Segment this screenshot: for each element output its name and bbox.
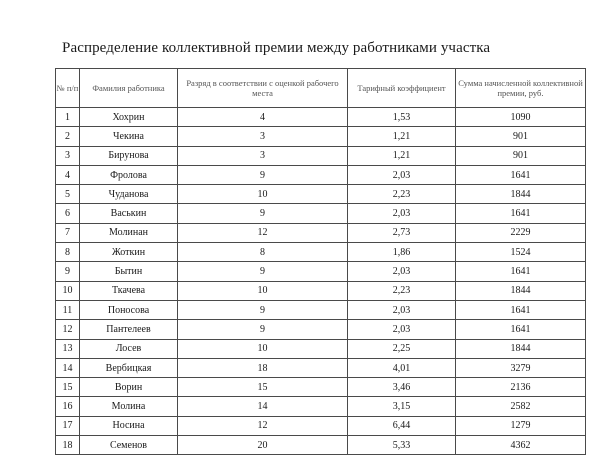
cell-coefficient: 2,03 (348, 300, 456, 319)
cell-number: 1 (56, 108, 80, 127)
cell-number: 2 (56, 127, 80, 146)
table-row (56, 416, 586, 435)
table-row (56, 339, 586, 358)
cell-coefficient: 5,33 (348, 436, 456, 455)
cell-grade: 12 (178, 416, 348, 435)
cell-surname: Бирунова (80, 146, 178, 165)
table-row (56, 204, 586, 223)
cell-coefficient: 2,23 (348, 185, 456, 204)
bonus-table (55, 68, 586, 455)
cell-grade: 12 (178, 223, 348, 242)
cell-number: 11 (56, 300, 80, 319)
cell-bonus-sum: 2136 (456, 378, 586, 397)
cell-surname: Молина (80, 397, 178, 416)
cell-surname: Поносова (80, 300, 178, 319)
cell-number: 5 (56, 185, 80, 204)
cell-surname: Семенов (80, 436, 178, 455)
cell-surname: Бытин (80, 262, 178, 281)
cell-surname: Лосев (80, 339, 178, 358)
cell-grade: 9 (178, 262, 348, 281)
cell-coefficient: 1,21 (348, 127, 456, 146)
table-row (56, 165, 586, 184)
cell-coefficient: 1,53 (348, 108, 456, 127)
cell-coefficient: 2,73 (348, 223, 456, 242)
cell-surname: Пантелеев (80, 320, 178, 339)
cell-number: 17 (56, 416, 80, 435)
table-row (56, 127, 586, 146)
cell-bonus-sum: 4362 (456, 436, 586, 455)
cell-grade: 9 (178, 204, 348, 223)
cell-surname: Молинан (80, 223, 178, 242)
cell-surname: Чекина (80, 127, 178, 146)
cell-bonus-sum: 1844 (456, 281, 586, 300)
table-row (56, 397, 586, 416)
table-header-row (56, 69, 586, 108)
cell-surname: Ткачева (80, 281, 178, 300)
cell-bonus-sum: 901 (456, 127, 586, 146)
cell-surname: Хохрин (80, 108, 178, 127)
cell-surname: Чуданова (80, 185, 178, 204)
cell-surname: Васькин (80, 204, 178, 223)
table-row (56, 146, 586, 165)
cell-bonus-sum: 1524 (456, 243, 586, 262)
cell-bonus-sum: 1641 (456, 320, 586, 339)
cell-bonus-sum: 1641 (456, 300, 586, 319)
cell-number: 15 (56, 378, 80, 397)
cell-number: 14 (56, 358, 80, 377)
cell-grade: 4 (178, 108, 348, 127)
table-row (56, 378, 586, 397)
cell-coefficient: 3,46 (348, 378, 456, 397)
cell-bonus-sum: 1844 (456, 185, 586, 204)
cell-bonus-sum: 2229 (456, 223, 586, 242)
cell-surname: Фролова (80, 165, 178, 184)
cell-surname: Носина (80, 416, 178, 435)
table-row (56, 320, 586, 339)
cell-grade: 20 (178, 436, 348, 455)
cell-bonus-sum: 1641 (456, 262, 586, 281)
cell-surname: Жоткин (80, 243, 178, 262)
cell-surname: Вербицкая (80, 358, 178, 377)
cell-grade: 9 (178, 320, 348, 339)
document-title: Распределение коллективной премии между работниками участка (62, 40, 491, 56)
cell-grade: 8 (178, 243, 348, 262)
header-surname: Фамилия работника (80, 69, 178, 108)
cell-coefficient: 2,25 (348, 339, 456, 358)
cell-bonus-sum: 1279 (456, 416, 586, 435)
cell-grade: 10 (178, 339, 348, 358)
cell-surname: Ворин (80, 378, 178, 397)
table-row (56, 281, 586, 300)
cell-grade: 15 (178, 378, 348, 397)
cell-bonus-sum: 3279 (456, 358, 586, 377)
cell-coefficient: 2,03 (348, 165, 456, 184)
table-row (56, 108, 586, 127)
cell-bonus-sum: 1641 (456, 204, 586, 223)
cell-coefficient: 3,15 (348, 397, 456, 416)
cell-coefficient: 1,21 (348, 146, 456, 165)
cell-number: 9 (56, 262, 80, 281)
cell-coefficient: 1,86 (348, 243, 456, 262)
header-bonus-sum: Сумма начисленной коллективной премии, руб. (456, 69, 586, 108)
cell-number: 4 (56, 165, 80, 184)
table-row (56, 223, 586, 242)
cell-coefficient: 2,23 (348, 281, 456, 300)
cell-number: 10 (56, 281, 80, 300)
cell-number: 7 (56, 223, 80, 242)
cell-coefficient: 6,44 (348, 416, 456, 435)
cell-bonus-sum: 1641 (456, 165, 586, 184)
cell-grade: 14 (178, 397, 348, 416)
cell-grade: 9 (178, 165, 348, 184)
table-row (56, 243, 586, 262)
cell-grade: 3 (178, 146, 348, 165)
cell-grade: 10 (178, 281, 348, 300)
cell-bonus-sum: 901 (456, 146, 586, 165)
table-row (56, 436, 586, 455)
table-row (56, 262, 586, 281)
header-number: № п/п (56, 69, 80, 108)
cell-coefficient: 2,03 (348, 204, 456, 223)
cell-number: 3 (56, 146, 80, 165)
cell-number: 18 (56, 436, 80, 455)
cell-number: 16 (56, 397, 80, 416)
cell-grade: 3 (178, 127, 348, 146)
cell-number: 13 (56, 339, 80, 358)
table-row (56, 185, 586, 204)
table-row (56, 300, 586, 319)
cell-coefficient: 2,03 (348, 320, 456, 339)
header-coefficient: Тарифный коэффициент (348, 69, 456, 108)
cell-bonus-sum: 2582 (456, 397, 586, 416)
header-grade: Разряд в соответствии с оценкой рабочего места (178, 69, 348, 108)
cell-number: 8 (56, 243, 80, 262)
cell-bonus-sum: 1090 (456, 108, 586, 127)
cell-coefficient: 2,03 (348, 262, 456, 281)
cell-bonus-sum: 1844 (456, 339, 586, 358)
cell-grade: 18 (178, 358, 348, 377)
cell-number: 6 (56, 204, 80, 223)
cell-coefficient: 4,01 (348, 358, 456, 377)
cell-grade: 9 (178, 300, 348, 319)
table-row (56, 358, 586, 377)
cell-grade: 10 (178, 185, 348, 204)
cell-number: 12 (56, 320, 80, 339)
table-body (56, 108, 586, 455)
